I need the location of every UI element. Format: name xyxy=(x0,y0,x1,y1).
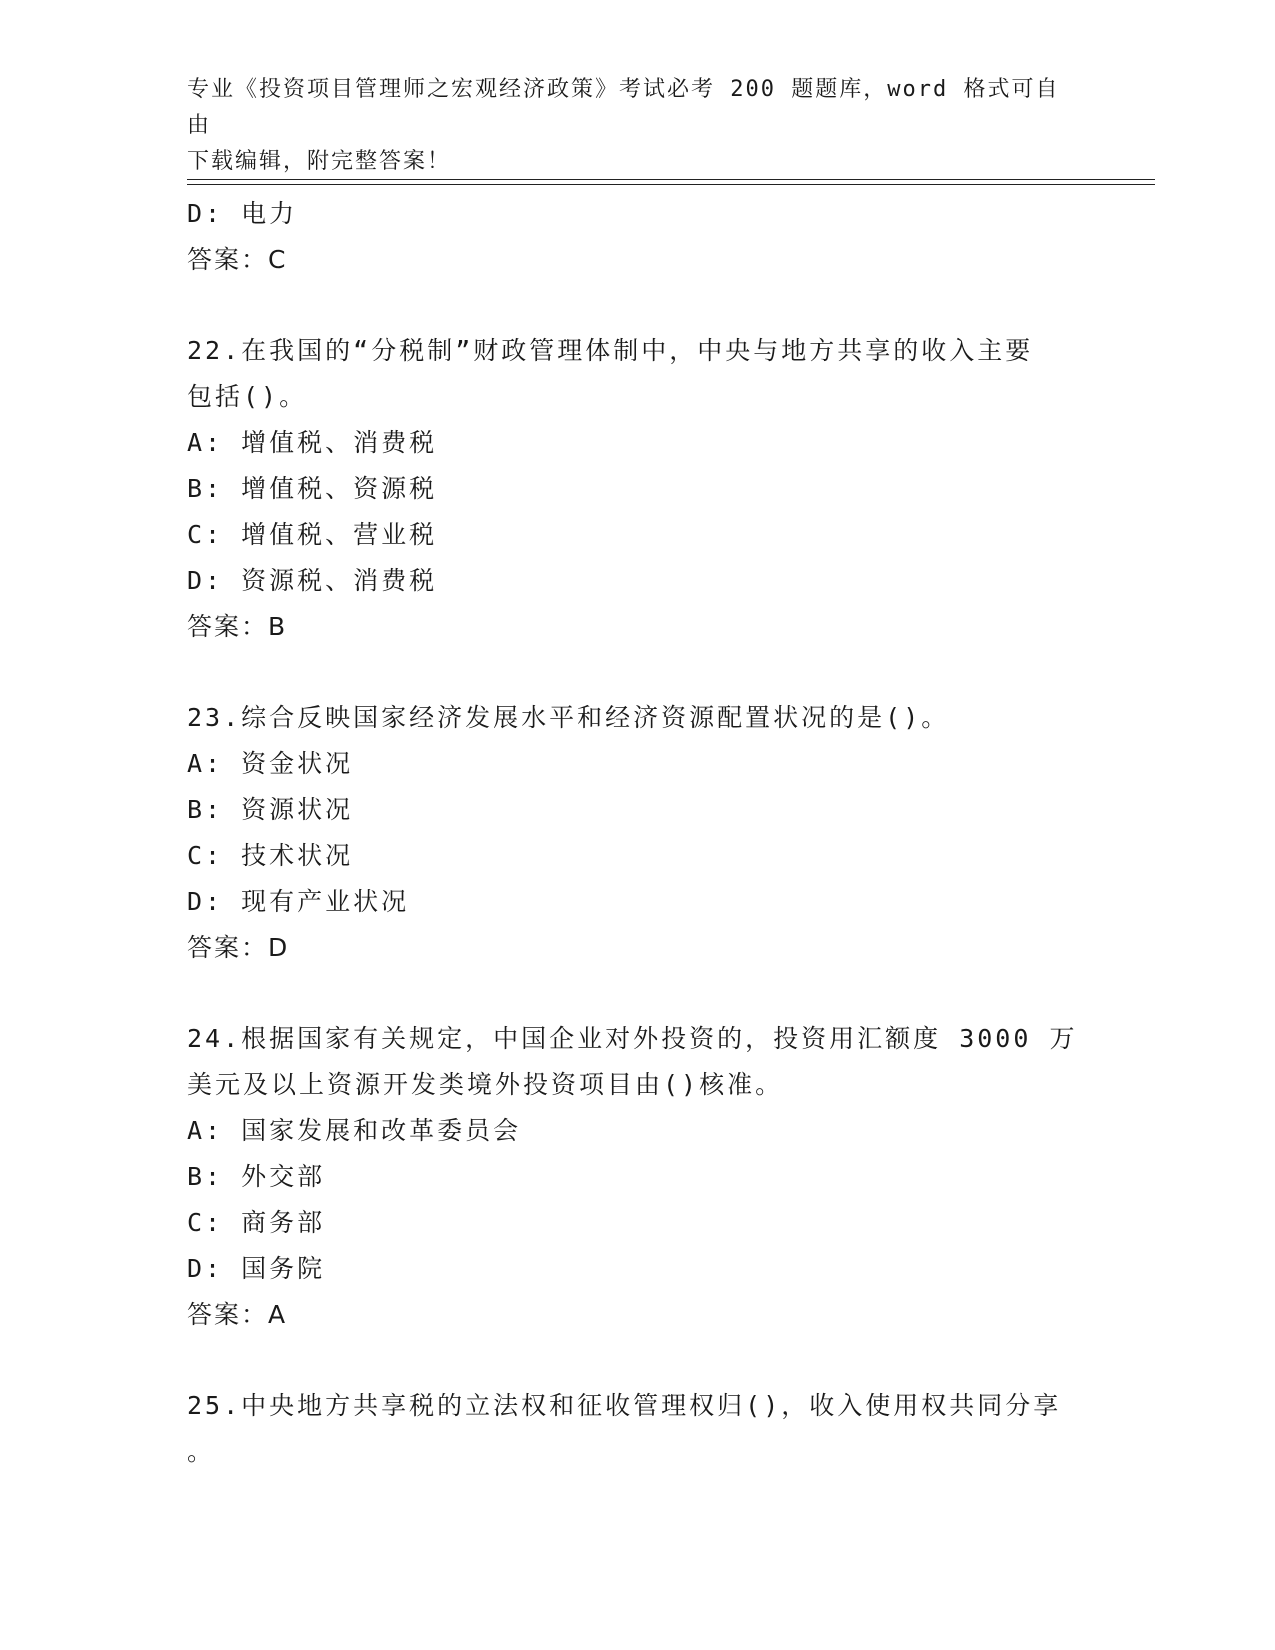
option-c: C: 商务部 xyxy=(187,1208,326,1237)
option-b: B: 资源状况 xyxy=(187,795,354,824)
option-d: D: 现有产业状况 xyxy=(187,887,410,916)
question-21-continuation xyxy=(187,191,1087,283)
option-c: C: 增值税、营业税 xyxy=(187,520,438,549)
header-line-1: 专业《投资项目管理师之宏观经济政策》考试必考 200 题题库，word 格式可自由 xyxy=(187,77,1060,138)
option-b: B: 外交部 xyxy=(187,1162,326,1191)
answer-line: 答案：C xyxy=(187,245,288,274)
answer-line: 答案：B xyxy=(187,612,288,641)
question-stem: 24.根据国家有关规定，中国企业对外投资的，投资用汇额度 3000 万 xyxy=(187,1024,1078,1053)
question-stem: 美元及以上资源开发类境外投资项目由()核准。 xyxy=(187,1070,784,1099)
option-b: B: 增值税、资源税 xyxy=(187,474,438,503)
question-25 xyxy=(187,1383,1087,1475)
answer-line: 答案：A xyxy=(187,1300,288,1329)
header-divider-top xyxy=(187,179,1155,180)
option-a: A: 资金状况 xyxy=(187,749,354,778)
question-24 xyxy=(187,1016,1087,1338)
question-23 xyxy=(187,695,1087,971)
document-header xyxy=(187,72,1067,180)
answer-line: 答案：D xyxy=(187,933,290,962)
document-body xyxy=(187,191,1087,1475)
question-22 xyxy=(187,328,1087,650)
question-stem: 25.中央地方共享税的立法权和征收管理权归()，收入使用权共同分享 xyxy=(187,1391,1062,1420)
question-stem: 包括()。 xyxy=(187,382,308,411)
question-stem: 22.在我国的“分税制”财政管理体制中，中央与地方共享的收入主要 xyxy=(187,336,1034,365)
option-d: D: 电力 xyxy=(187,199,298,228)
option-a: A: 国家发展和改革委员会 xyxy=(187,1116,522,1145)
option-c: C: 技术状况 xyxy=(187,841,354,870)
question-stem: 23.综合反映国家经济发展水平和经济资源配置状况的是()。 xyxy=(187,703,950,732)
option-d: D: 国务院 xyxy=(187,1254,326,1283)
option-a: A: 增值税、消费税 xyxy=(187,428,438,457)
header-divider-bottom xyxy=(187,184,1155,185)
option-d: D: 资源税、消费税 xyxy=(187,566,438,595)
question-stem: 。 xyxy=(187,1437,216,1466)
header-line-2: 下载编辑，附完整答案！ xyxy=(187,149,452,174)
